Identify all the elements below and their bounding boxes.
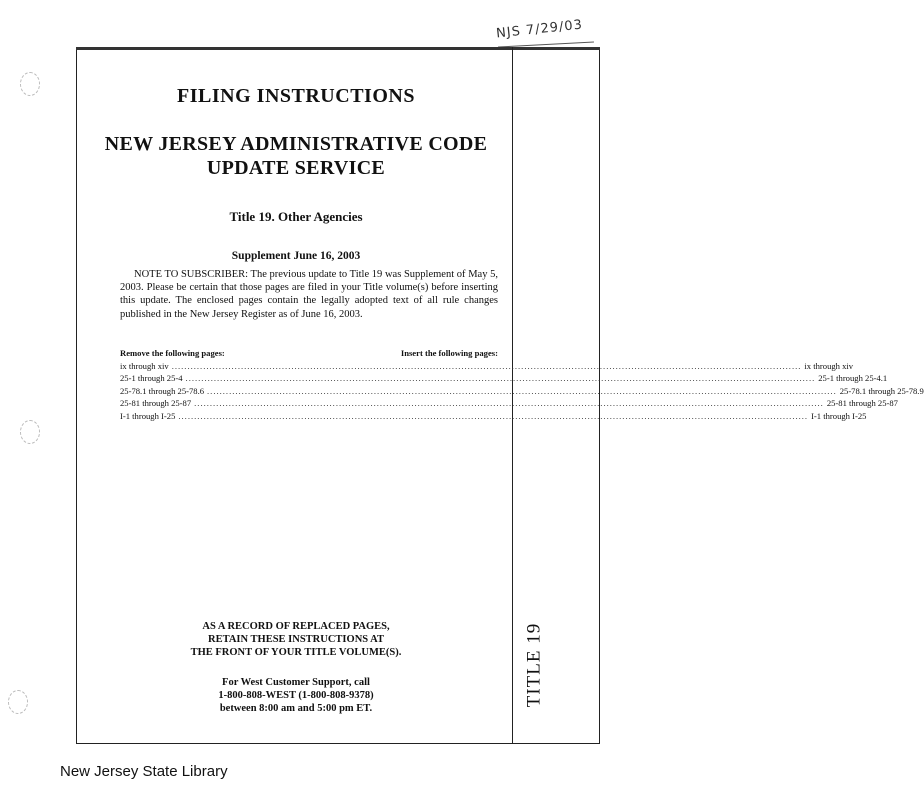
library-footer: New Jersey State Library: [60, 763, 228, 780]
punch-hole-middle: [20, 420, 40, 444]
insert-header: Insert the following pages:: [400, 348, 498, 358]
record-notice-line-2: RETAIN THESE INSTRUCTIONS AT: [208, 634, 384, 646]
support-line-1: For West Customer Support, call: [222, 677, 370, 688]
support-info: [80, 676, 512, 715]
leader-dots: ........................................................................................................................................................................................................: [207, 385, 837, 396]
leader-dots: ........................................................................................................................................................................................................: [178, 410, 809, 421]
remove-range: 25-78.1 through 25-78.6: [120, 385, 205, 396]
handwritten-note: NJS 7/29/03: [495, 17, 584, 42]
record-notice-line-1: AS A RECORD OF REPLACED PAGES,: [202, 621, 390, 632]
remove-range: I-1 through I-25: [120, 410, 176, 421]
insert-range: I-1 through I-25: [811, 410, 867, 421]
side-tab: [520, 620, 548, 710]
title-line: Title 19. Other Agencies: [229, 209, 363, 224]
support-hours: between 8:00 am and 5:00 pm ET.: [219, 703, 373, 714]
remove-range: 25-81 through 25-87: [120, 398, 192, 409]
page-row: [120, 410, 867, 422]
page-row: [120, 372, 888, 384]
side-tab-label: TITLE 19: [523, 622, 545, 708]
support-phone: 1-800-808-WEST (1-800-808-9378): [218, 690, 374, 701]
supplement-date: Supplement June 16, 2003: [231, 250, 361, 262]
punch-hole-bottom: [8, 690, 28, 714]
insert-range: 25-78.1 through 25-78.9: [839, 385, 924, 396]
code-title-line-1: NEW JERSEY ADMINISTRATIVE CODE: [104, 133, 488, 155]
frame-top-rule: [76, 47, 600, 50]
leader-dots: ........................................................................................................................................................................................................: [185, 373, 816, 384]
code-title: [80, 132, 512, 180]
page-row: [120, 385, 924, 397]
leader-dots: ........................................................................................................................................................................................................: [194, 398, 824, 409]
subscriber-note: NOTE TO SUBSCRIBER: The previous update to Title 19 was Supplement of May 5, 2003. Please be certain that those pages are filed in your Title volume(s) before inserting this update. The enclosed pages contain the legally adopted text of all rule changes published in the New Jersey Register as of June 16, 2003.: [120, 269, 498, 320]
page-list: [120, 348, 924, 422]
page-row: [120, 397, 898, 409]
record-notice: [80, 620, 512, 660]
punch-hole-top: [20, 72, 40, 96]
leader-dots: ........................................................................................................................................................................................................: [171, 361, 802, 371]
code-title-line-2: UPDATE SERVICE: [206, 157, 386, 179]
remove-range: ix through xiv: [120, 361, 169, 371]
insert-range: ix through xiv: [804, 361, 854, 371]
page-list-header: [120, 348, 498, 358]
remove-range: 25-1 through 25-4: [120, 373, 183, 384]
record-notice-line-3: THE FRONT OF YOUR TITLE VOLUME(S).: [190, 647, 402, 659]
page-row: [120, 360, 854, 372]
insert-range: 25-1 through 25-4.1: [818, 373, 888, 384]
remove-header: Remove the following pages:: [120, 348, 225, 358]
page-heading: FILING INSTRUCTIONS: [177, 85, 415, 107]
insert-range: 25-81 through 25-87: [826, 398, 898, 409]
